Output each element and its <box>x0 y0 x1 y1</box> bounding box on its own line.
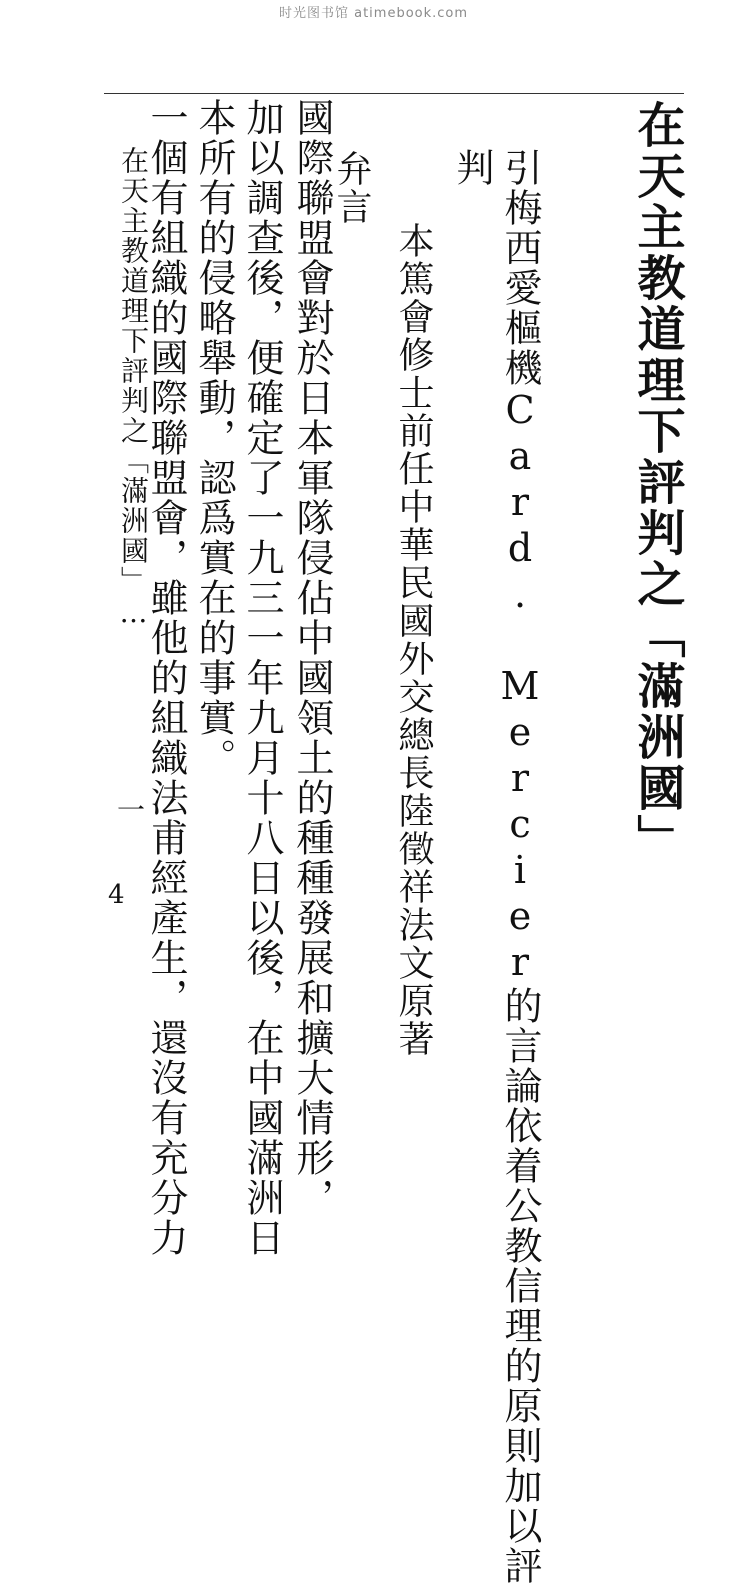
header-rule <box>104 93 684 94</box>
paragraph-line-1: 國際聯盟會對於日本軍隊侵佔中國領土的種種發展和擴大情形， <box>290 98 334 1218</box>
paragraph-line-2: 加以調查後，便確定了一九三一年九月十八日以後，在中國滿洲日 <box>240 98 284 1258</box>
paragraph-line-3: 本所有的侵略舉動，認爲實在的事實。 <box>192 98 236 778</box>
intro-line-2: 判 <box>450 148 494 188</box>
page-title: 在天主教道理下評判之「滿洲國」 <box>629 100 685 865</box>
section-heading: 弁言 <box>331 150 372 226</box>
paragraph-line-4: 一個有組織的國際聯盟會，雖他的組織法甫經產生，還沒有充分力 <box>144 98 188 1258</box>
page-number: 4 <box>108 880 125 910</box>
intro-line-1: 引梅西愛樞機Card. Mercier的言論依着公教信理的原則加以評 <box>498 148 542 1586</box>
running-head: 在天主教道理下評判之「滿洲國」… <box>117 146 150 631</box>
page-number-chinese: 一 <box>113 795 146 825</box>
watermark-text: 时光图书馆 atimebook.com <box>278 6 469 21</box>
author-line: 本篤會修士前任中華民國外交總長陸徵祥法文原著 <box>393 222 434 1058</box>
